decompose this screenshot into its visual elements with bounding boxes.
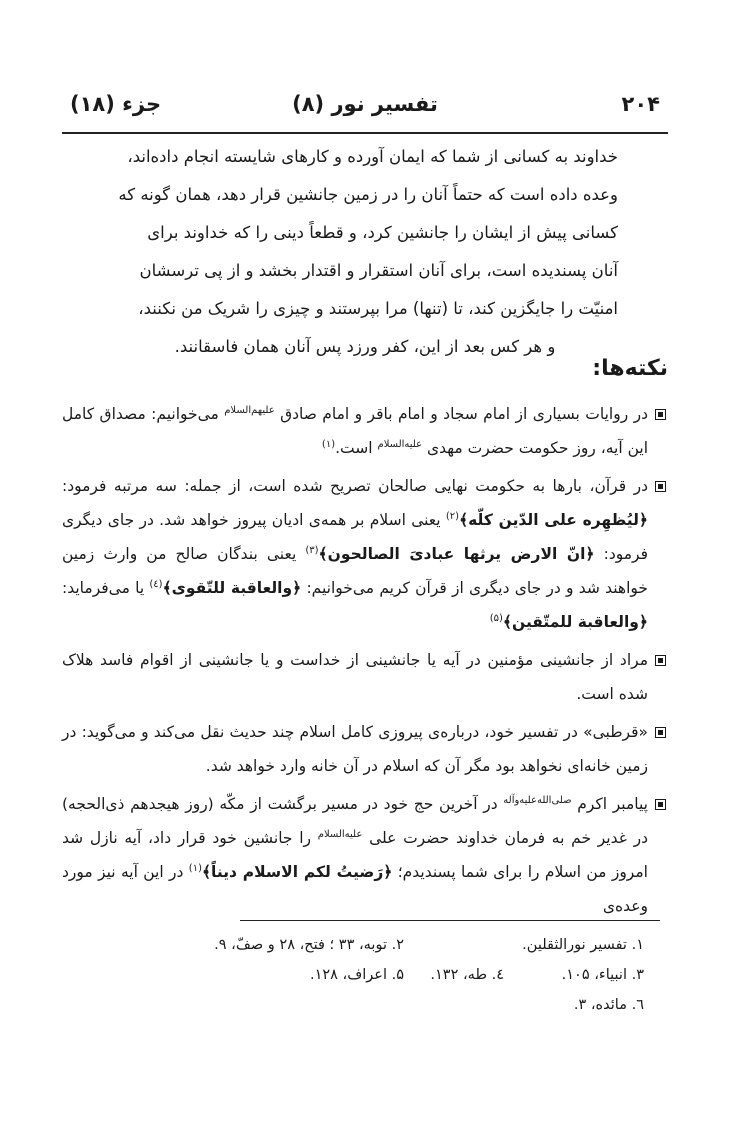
verse-line: خداوند به کسانی از شما که ایمان آورده و کارهای شایسته انجام داده‌اند، <box>127 147 618 166</box>
verse-line: وعده داده است که حتماً آنان را در زمین جانشین قرار دهد، همان گونه که <box>118 185 618 204</box>
verse-line: آنان پسندیده است، برای آنان استقرار و اقتدار بخشد و از پی ترسشان <box>139 261 618 280</box>
note-text: یعنی بندگان صالح من وارث زمین خواهند شد و در جای دیگری از قرآن کریم می‌خوانیم: <box>62 545 648 597</box>
part-label: جزء (۱۸) <box>70 92 162 116</box>
header-rule <box>62 132 668 134</box>
footnote: ۱. تفسیر نورالثقلین. <box>522 937 644 953</box>
footnotes <box>70 930 644 1020</box>
note-text: می‌خوانیم: مصداق کامل این آیه، روز حکومت حضرت مهدی <box>62 405 648 457</box>
verse-translation <box>112 138 618 366</box>
square-bullet-icon <box>655 655 666 666</box>
honorific: علیه‌السلام <box>317 828 363 840</box>
honorific: علیه‌السلام <box>377 438 423 450</box>
note-text: را جانشین خود قرار داد، آیه نازل شد امروز من اسلام را برای شما پسندیدم؛ <box>62 829 648 881</box>
verse-line: و هر کس بعد از این، کفر ورزد پس آنان همان فاسقانند. <box>174 337 556 356</box>
note-item <box>62 643 668 711</box>
note-text: در قرآن، بارها به حکومت نهایی صالحان تصریح شده است، از جمله: سه مرتبه فرمود: <box>62 477 648 495</box>
footnote: ۳. انبیاء، ۱۰۵. <box>561 967 644 983</box>
notes-heading: نکته‌ها: <box>592 356 668 381</box>
note-text: در آخرین حج خود در مسیر برگشت از مکّه (روز هیجدهم ذی‌الحجه) در غدیر خم به فرمان خداوند حضرت علی <box>62 795 648 847</box>
footnote-row <box>70 990 644 1020</box>
page-header <box>62 86 668 126</box>
honorific: علیهم‌السلام <box>224 404 275 416</box>
page-number: ۲۰۴ <box>621 92 660 116</box>
note-text: یا می‌فرماید: <box>62 579 145 597</box>
footnote-row <box>70 930 644 960</box>
footnote-ref: (۳) <box>305 544 319 556</box>
note-item <box>62 715 668 783</box>
footnote-row <box>70 960 644 990</box>
note-text: مراد از جانشینی مؤمنین در آیه یا جانشینی از خداست و یا جانشینی از اقوام فاسد هلاک شده است. <box>62 651 648 703</box>
note-item <box>62 397 668 465</box>
honorific: صلی‌الله‌علیه‌وآله <box>503 794 572 806</box>
quran-quote: ﴿والعاقبة للمتّقین﴾ <box>502 613 648 631</box>
square-bullet-icon <box>655 799 666 810</box>
footnote: ٤. طه، ۱۳۲. <box>430 967 504 983</box>
quran-quote: ﴿لیُظهِره علی الدّین کلّه﴾ <box>459 511 648 529</box>
footnote-ref: (۵) <box>489 612 503 624</box>
quran-quote: ﴿والعاقبة للتّقوی﴾ <box>162 579 302 597</box>
square-bullet-icon <box>655 481 666 492</box>
square-bullet-icon <box>655 409 666 420</box>
quran-quote: ﴿رَضیتُ لکم الاسلام دیناً﴾ <box>201 863 393 881</box>
footnote-rule <box>240 920 660 921</box>
verse-line: کسانی پیش از ایشان را جانشین کرد، و قطعاً دینی را که خداوند برای <box>147 223 618 242</box>
note-item <box>62 469 668 639</box>
footnote: ۵. اعراف، ۱۲۸. <box>309 967 404 983</box>
footnote-ref: (٤) <box>149 578 163 590</box>
note-text: یعنی اسلام بر همه‌ی ادیان پیروز خواهد شد. در جای دیگری فرمود: <box>62 511 648 563</box>
quran-quote: ﴿انّ الارض یرثها عبادیَ الصالحون﴾ <box>318 545 595 563</box>
footnote-ref: (۱) <box>321 438 336 450</box>
footnote-ref: (۲) <box>445 510 460 522</box>
square-bullet-icon <box>655 727 666 738</box>
book-title: تفسیر نور (۸) <box>292 92 438 116</box>
note-text: در روایات بسیاری از امام سجاد و امام باقر و امام صادق <box>280 405 648 423</box>
notes-list <box>62 397 668 927</box>
footnote: ٦. مائده، ۳. <box>573 997 644 1013</box>
footnote: ۲. توبه، ۳۳ ؛ فتح، ۲۸ و صفّ، ۹. <box>214 937 404 953</box>
note-item <box>62 787 668 923</box>
note-text: در این آیه نیز مورد وعده‌ی <box>62 863 648 915</box>
note-text: «قرطبی» در تفسیر خود، درباره‌ی پیروزی کامل اسلام چند حدیث نقل می‌کند و می‌گوید: در زمین خانه‌ای نخواهد بود مگر آن که اسلام در آن خانه وارد خواهد شد. <box>62 723 648 775</box>
footnote-ref: (۱) <box>188 862 202 874</box>
verse-line: امنیّت را جایگزین کند، تا (تنها) مرا بپرستند و چیزی را شریک من نکنند، <box>138 299 618 318</box>
note-text: پیامبر اکرم <box>577 795 648 813</box>
note-text: است. <box>335 439 373 457</box>
